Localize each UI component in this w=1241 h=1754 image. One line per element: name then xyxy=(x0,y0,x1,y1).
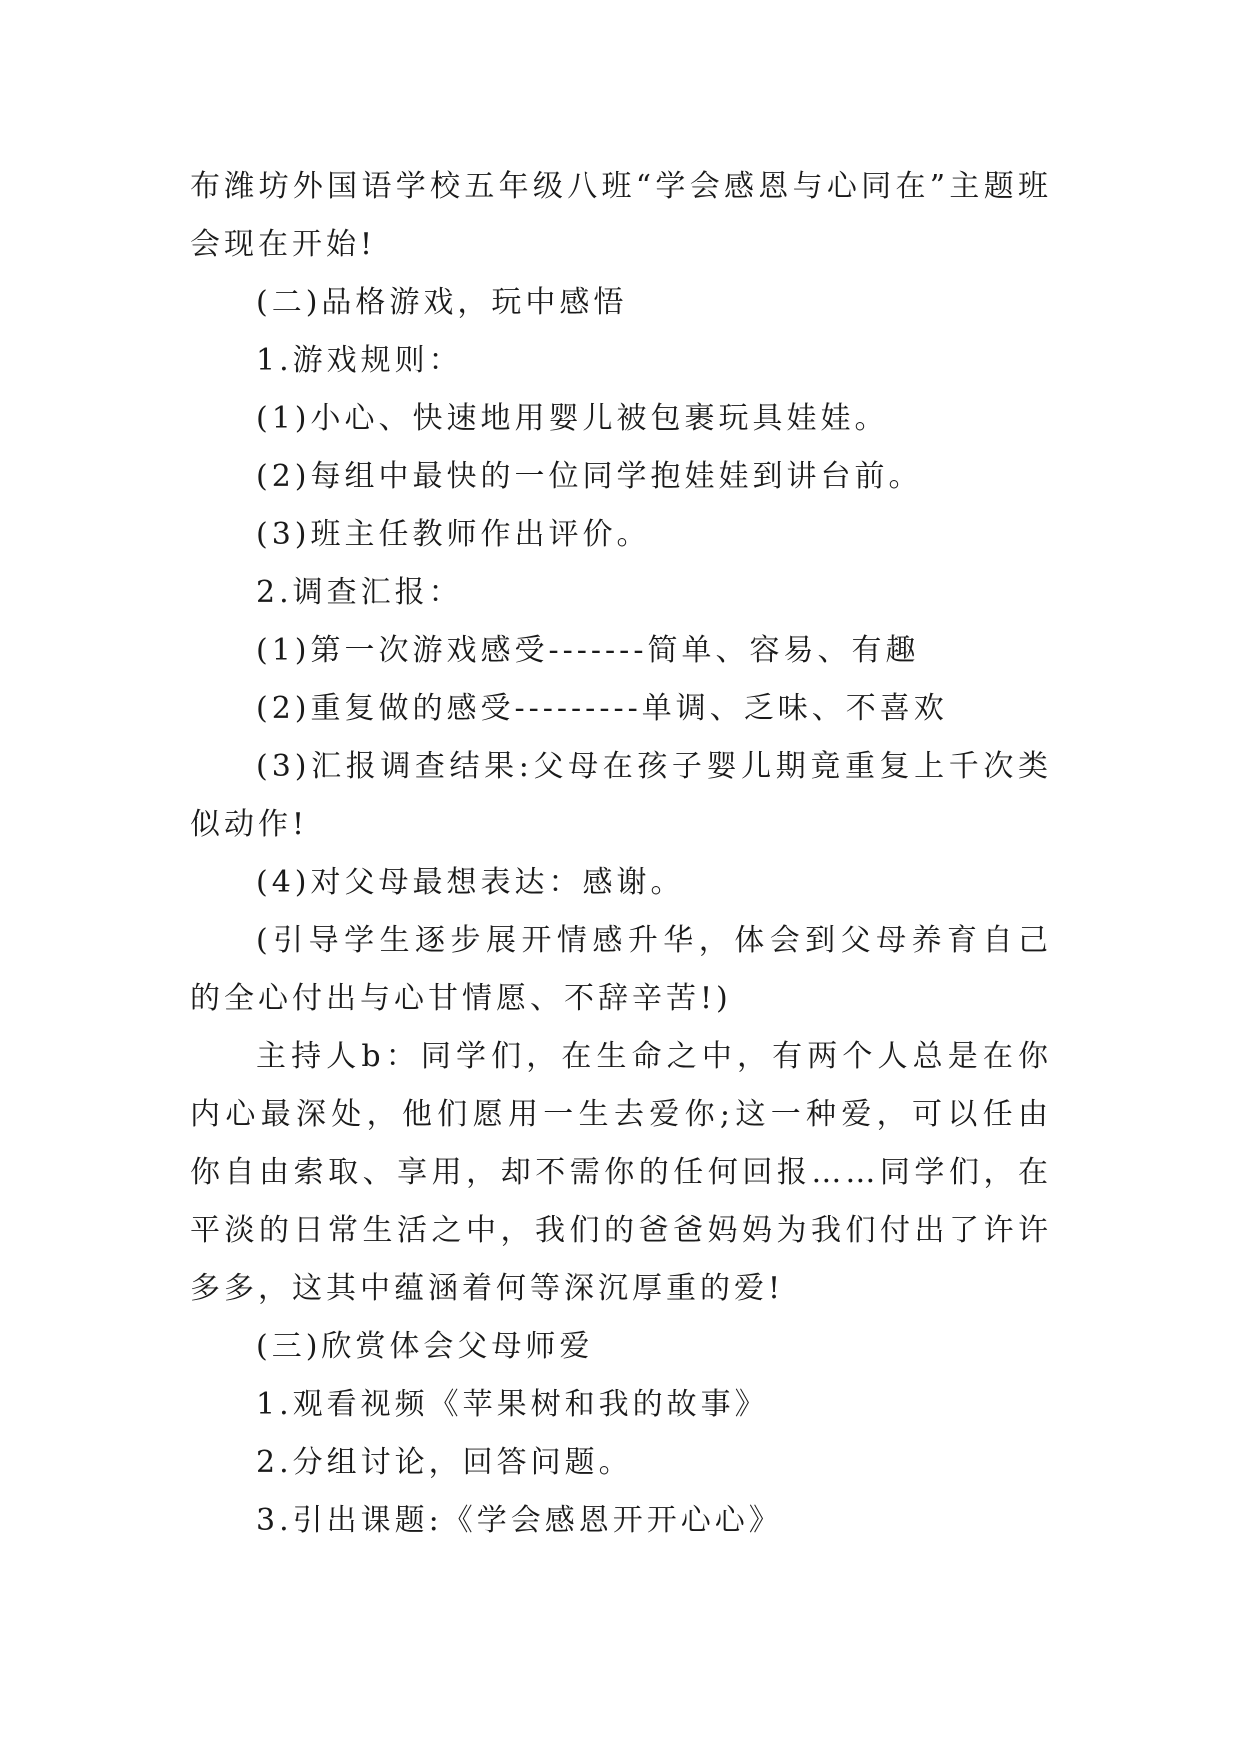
list-item: (1)小心、快速地用婴儿被包裹玩具娃娃。 xyxy=(256,401,889,436)
list-item: (2)重复做的感受---------单调、乏味、不喜欢 xyxy=(256,691,948,726)
list-item: (1)第一次游戏感受-------简单、容易、有趣 xyxy=(256,633,920,668)
list-item: (3)班主任教师作出评价。 xyxy=(256,517,651,552)
note-paragraph: (引导学生逐步展开情感升华，体会到父母养育自己的全心付出与心甘情愿、不辞辛苦!) xyxy=(190,923,1052,1016)
heading-game-rules: 1.游戏规则： xyxy=(256,343,463,378)
list-item: 2.分组讨论，回答问题。 xyxy=(256,1445,633,1480)
list-item: (4)对父母最想表达：感谢。 xyxy=(256,865,685,900)
heading-section-2: (二)品格游戏，玩中感悟 xyxy=(256,285,628,320)
heading-survey-report: 2.调查汇报： xyxy=(256,575,463,610)
list-item: (3)汇报调查结果:父母在孩子婴儿期竟重复上千次类似动作! xyxy=(190,749,1052,842)
list-item: 1.观看视频《苹果树和我的故事》 xyxy=(256,1387,769,1422)
document-body xyxy=(190,158,1052,1550)
paragraph-intro: 布潍坊外国语学校五年级八班“学会感恩与心同在”主题班会现在开始! xyxy=(190,169,1052,262)
list-item: (2)每组中最快的一位同学抱娃娃到讲台前。 xyxy=(256,459,923,494)
host-speech-paragraph: 主持人b：同学们，在生命之中，有两个人总是在你内心最深处，他们愿用一生去爱你;这一种爱，可以任由你自由索取、享用，却不需你的任何回报……同学们，在平淡的日常生活之中，我们的爸爸妈妈为我们付出了许许多多，这其中蕴涵着何等深沉厚重的爱! xyxy=(190,1039,1052,1306)
heading-section-3: (三)欣赏体会父母师爱 xyxy=(256,1329,594,1364)
list-item: 3.引出课题:《学会感恩开开心心》 xyxy=(256,1503,783,1538)
